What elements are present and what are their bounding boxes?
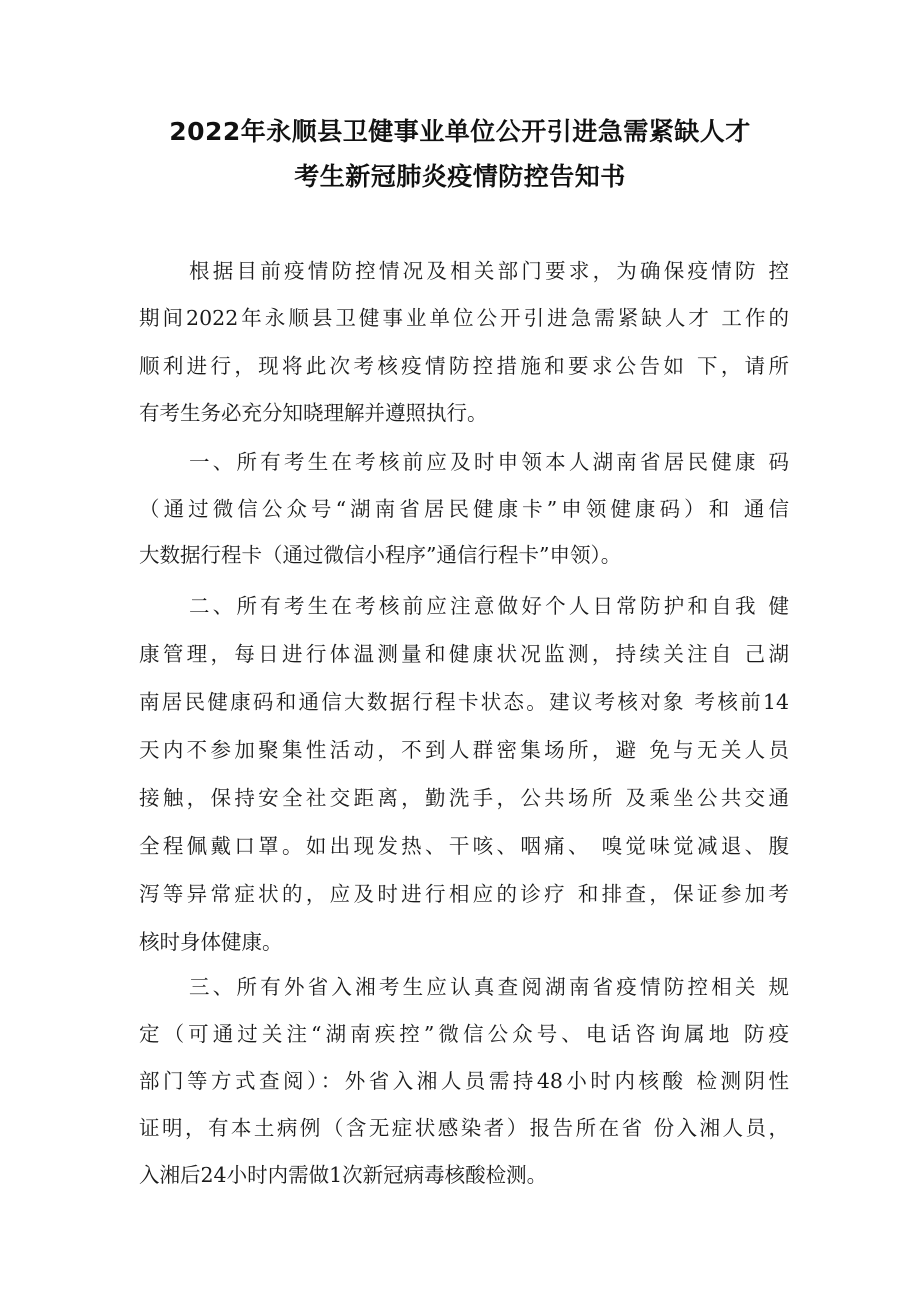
paragraph-line: 三、所有外省入湘考生应认真查阅湖南省疫情防控相关 规	[189, 975, 789, 999]
paragraph-line: 部门等方式查阅）：外省入湘人员需持48小时内核酸 检测阴性	[139, 1069, 789, 1093]
paragraph-line: 证明，有本土病例（含无症状感染者）报告所在省 份入湘人员，	[139, 1116, 789, 1140]
paragraph-line: 康管理，每日进行体温测量和健康状况监测，持续关注自 己湖	[139, 642, 789, 666]
paragraph-line: 全程佩戴口罩。如出现发热、干咳、咽痛、 嗅觉味觉减退、腹	[139, 834, 789, 858]
paragraph-line: 顺利进行，现将此次考核疫情防控措施和要求公告如 下，请所	[139, 354, 789, 378]
paragraph-line: 核时身体健康。	[139, 930, 283, 954]
paragraph-line: 根据目前疫情防控情况及相关部门要求，为确保疫情防 控	[189, 259, 789, 283]
paragraph-line: 有考生务必充分知晓理解并遵照执行。	[139, 401, 488, 425]
paragraph-line: 南居民健康码和通信大数据行程卡状态。建议考核对象 考核前14	[139, 690, 789, 714]
paragraph-line: 入湘后24小时内需做1次新冠病毒核酸检测。	[139, 1163, 548, 1187]
paragraph-line: 大数据行程卡（通过微信小程序”通信行程卡”申领）。	[139, 543, 622, 567]
document-title-line-1: 2022年永顺县卫健事业单位公开引进急需紧缺人才	[169, 117, 751, 146]
paragraph-line: 接触，保持安全社交距离，勤洗手，公共场所 及乘坐公共交通	[139, 786, 789, 810]
paragraph-4	[139, 971, 789, 1201]
paragraph-line: （通过微信公众号“湖南省居民健康卡”申领健康码）和 通信	[139, 497, 789, 521]
paragraph-2	[139, 446, 789, 576]
paragraph-line: 泻等异常症状的，应及时进行相应的诊疗 和排查，保证参加考	[139, 882, 789, 906]
paragraph-line: 期间2022年永顺县卫健事业单位公开引进急需紧缺人才 工作的	[139, 306, 789, 330]
paragraph-1	[139, 255, 789, 425]
paragraph-line: 一、所有考生在考核前应及时申领本人湖南省居民健康 码	[189, 450, 789, 474]
document-title-line-2: 考生新冠肺炎疫情防控告知书	[294, 162, 626, 191]
paragraph-3	[139, 590, 789, 960]
paragraph-line: 二、所有考生在考核前应注意做好个人日常防护和自我 健	[189, 594, 789, 618]
paragraph-line: 定（可通过关注“湖南疾控”微信公众号、电话咨询属地 防疫	[139, 1022, 789, 1046]
paragraph-line: 天内不参加聚集性活动，不到人群密集场所，避 免与无关人员	[139, 738, 789, 762]
